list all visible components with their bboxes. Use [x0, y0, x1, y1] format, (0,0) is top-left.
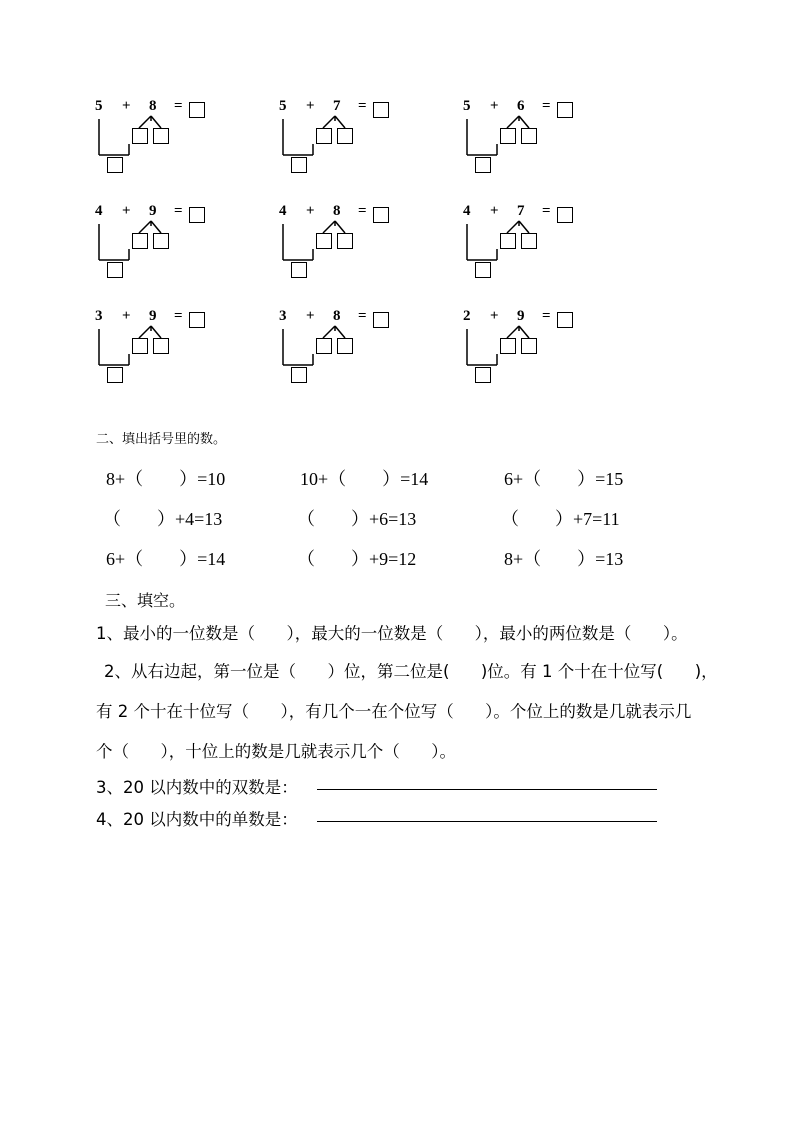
plus-sign: + — [306, 98, 315, 114]
sum-ten-box[interactable] — [107, 157, 123, 173]
fill-item-8[interactable]: （ ）+9=12 — [297, 549, 417, 569]
fill-item-7[interactable]: 6+（ ）=14 — [106, 549, 226, 569]
equals-sign: = — [174, 203, 183, 219]
addend-1: 2 — [463, 308, 471, 324]
equals-sign: = — [174, 308, 183, 324]
split-box-right[interactable] — [337, 338, 353, 354]
split-box-left[interactable] — [132, 233, 148, 249]
fill-item-3[interactable]: 6+（ ）=15 — [504, 469, 624, 489]
sum-ten-box[interactable] — [475, 367, 491, 383]
equals-sign: = — [358, 308, 367, 324]
sum-ten-box[interactable] — [475, 262, 491, 278]
fill-item-4[interactable]: （ ）+4=13 — [103, 509, 223, 529]
split-box-left[interactable] — [500, 233, 516, 249]
addend-2: 8 — [149, 98, 157, 114]
problem-2 — [279, 98, 399, 181]
plus-sign: + — [306, 308, 315, 324]
addend-2: 9 — [149, 308, 157, 324]
split-box-right[interactable] — [521, 128, 537, 144]
section3-title: 三、填空。 — [105, 591, 186, 610]
addend-2: 8 — [333, 308, 341, 324]
question-2-line-1[interactable]: 2、从右边起，第一位是（ ）位，第二位是( )位。有 1 个十在十位写( )， — [104, 662, 718, 681]
problem-6 — [463, 203, 583, 286]
split-box-right[interactable] — [153, 233, 169, 249]
answer-line-3[interactable] — [317, 789, 657, 790]
addend-2: 9 — [517, 308, 525, 324]
fill-item-9[interactable]: 8+（ ）=13 — [504, 549, 624, 569]
addend-1: 5 — [279, 98, 287, 114]
equals-sign: = — [358, 98, 367, 114]
sum-ten-box[interactable] — [291, 262, 307, 278]
split-box-right[interactable] — [337, 128, 353, 144]
split-box-left[interactable] — [316, 233, 332, 249]
question-4: 4、20 以内数中的单数是： — [96, 810, 298, 829]
fill-item-1[interactable]: 8+（ ）=10 — [106, 469, 226, 489]
plus-sign: + — [122, 203, 131, 219]
equals-sign: = — [542, 308, 551, 324]
addend-1: 3 — [95, 308, 103, 324]
sum-ten-box[interactable] — [291, 367, 307, 383]
plus-sign: + — [490, 98, 499, 114]
addend-2: 7 — [517, 203, 525, 219]
fill-item-5[interactable]: （ ）+6=13 — [297, 509, 417, 529]
problem-7 — [95, 308, 215, 391]
addend-1: 3 — [279, 308, 287, 324]
plus-sign: + — [306, 203, 315, 219]
addend-1: 4 — [95, 203, 103, 219]
split-box-right[interactable] — [153, 128, 169, 144]
sum-ten-box[interactable] — [107, 262, 123, 278]
question-1[interactable]: 1、最小的一位数是（ ），最大的一位数是（ ），最小的两位数是（ ）。 — [96, 624, 688, 643]
split-box-right[interactable] — [521, 233, 537, 249]
equals-sign: = — [542, 203, 551, 219]
plus-sign: + — [122, 308, 131, 324]
addend-2: 9 — [149, 203, 157, 219]
problem-4 — [95, 203, 215, 286]
split-box-left[interactable] — [500, 128, 516, 144]
addend-2: 6 — [517, 98, 525, 114]
answer-line-4[interactable] — [317, 821, 657, 822]
split-box-left[interactable] — [316, 128, 332, 144]
split-box-right[interactable] — [337, 233, 353, 249]
problem-1 — [95, 98, 215, 181]
addend-1: 5 — [463, 98, 471, 114]
equals-sign: = — [358, 203, 367, 219]
split-box-right[interactable] — [153, 338, 169, 354]
section2-title: 二、填出括号里的数。 — [96, 432, 227, 447]
question-2-line-2[interactable]: 有 2 个十在十位写（ ），有几个一在个位写（ ）。个位上的数是几就表示几 — [96, 702, 692, 721]
addend-1: 5 — [95, 98, 103, 114]
problem-8 — [279, 308, 399, 391]
problem-5 — [279, 203, 399, 286]
sum-ten-box[interactable] — [291, 157, 307, 173]
fill-item-2[interactable]: 10+（ ）=14 — [300, 469, 429, 489]
split-box-right[interactable] — [521, 338, 537, 354]
fill-item-6[interactable]: （ ）+7=11 — [501, 509, 620, 529]
plus-sign: + — [490, 203, 499, 219]
problem-3 — [463, 98, 583, 181]
plus-sign: + — [122, 98, 131, 114]
split-box-left[interactable] — [500, 338, 516, 354]
sum-ten-box[interactable] — [107, 367, 123, 383]
split-box-left[interactable] — [132, 338, 148, 354]
split-box-left[interactable] — [316, 338, 332, 354]
addend-1: 4 — [279, 203, 287, 219]
split-box-left[interactable] — [132, 128, 148, 144]
plus-sign: + — [490, 308, 499, 324]
question-2-line-3[interactable]: 个（ ），十位上的数是几就表示几个（ ）。 — [96, 742, 456, 761]
equals-sign: = — [174, 98, 183, 114]
addend-2: 7 — [333, 98, 341, 114]
question-3: 3、20 以内数中的双数是： — [96, 778, 298, 797]
problem-9 — [463, 308, 583, 391]
equals-sign: = — [542, 98, 551, 114]
sum-ten-box[interactable] — [475, 157, 491, 173]
addend-2: 8 — [333, 203, 341, 219]
addend-1: 4 — [463, 203, 471, 219]
